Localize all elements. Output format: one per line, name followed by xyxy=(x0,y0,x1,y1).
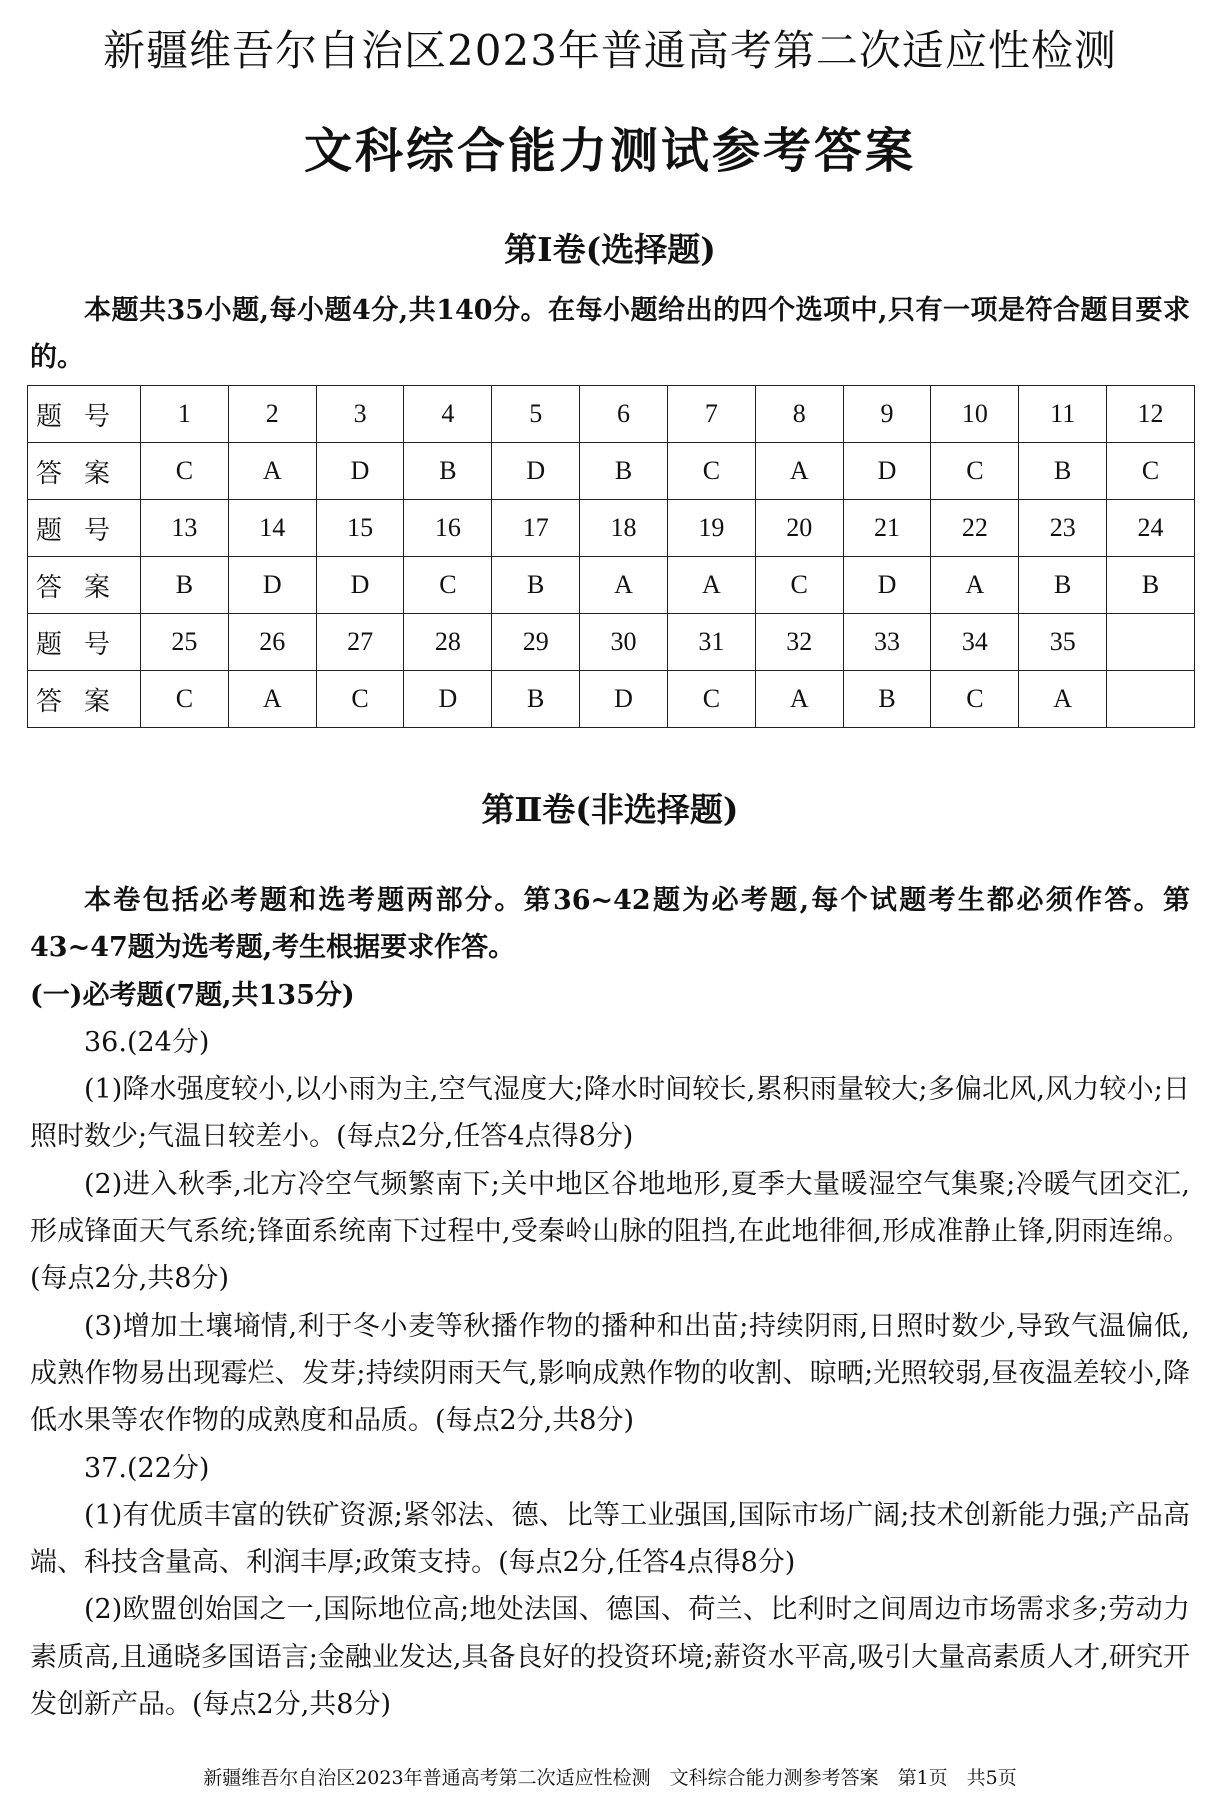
question-number-cell: 20 xyxy=(755,500,843,557)
question-number-cell: 32 xyxy=(755,614,843,671)
answer-cell: D xyxy=(843,557,931,614)
question-number-cell xyxy=(1107,614,1195,671)
answer-cell: B xyxy=(843,671,931,728)
answer-cell: B xyxy=(492,671,580,728)
question-number-cell: 10 xyxy=(931,386,1019,443)
question-number-cell: 8 xyxy=(755,386,843,443)
answer-cell: C xyxy=(404,557,492,614)
answer-cell: A xyxy=(755,671,843,728)
answer-cell: B xyxy=(1019,443,1107,500)
section2-heading: 第Ⅱ卷(非选择题) xyxy=(481,790,739,829)
answer-row xyxy=(28,443,1195,500)
answer-cell: A xyxy=(580,557,668,614)
question-number-cell: 30 xyxy=(580,614,668,671)
answer-cell: A xyxy=(228,671,316,728)
question-number-cell: 12 xyxy=(1107,386,1195,443)
answer-cell: C xyxy=(1107,443,1195,500)
question-number-cell: 23 xyxy=(1019,500,1107,557)
row-label: 答案 xyxy=(28,443,141,500)
answer-cell: B xyxy=(1107,557,1195,614)
answer-cell: A xyxy=(1019,671,1107,728)
answer-cell: D xyxy=(492,443,580,500)
document-title: 新疆维吾尔自治区2023年普通高考第二次适应性检测 xyxy=(103,26,1117,75)
question-number-cell: 1 xyxy=(141,386,229,443)
q37-item: (1)有优质丰富的铁矿资源;紧邻法、德、比等工业强国,国际市场广阔;技术创新能力强;产品高端、科技含量高、利润丰厚;政策支持。(每点2分,任答4点得8分) xyxy=(30,1499,1190,1579)
question-number-row xyxy=(28,614,1195,671)
answer-cell: C xyxy=(931,443,1019,500)
page-footer: 新疆维吾尔自治区2023年普通高考第二次适应性检测 文科综合能力测参考答案 第1页 共5页 xyxy=(203,1767,1017,1789)
answer-cell: B xyxy=(404,443,492,500)
question-number-cell: 19 xyxy=(667,500,755,557)
answer-cell xyxy=(1107,671,1195,728)
q37-item: (2)欧盟创始国之一,国际地位高;地处法国、德国、荷兰、比利时之间周边市场需求多;劳动力素质高,且通晓多国语言;金融业发达,具备良好的投资环境;薪资水平高,吸引大量高素质人才,研究开发创新产品。(每点2分,共8分) xyxy=(30,1594,1190,1721)
section1-intro: 本题共35小题,每小题4分,共140分。在每小题给出的四个选项中,只有一项是符合题目要求的。 xyxy=(30,295,1190,374)
question-number-cell: 34 xyxy=(931,614,1019,671)
question-number-cell: 28 xyxy=(404,614,492,671)
question-number-cell: 33 xyxy=(843,614,931,671)
answer-cell: C xyxy=(755,557,843,614)
q36-item: (2)进入秋季,北方冷空气频繁南下;关中地区谷地地形,夏季大量暖湿空气集聚;冷暖气团交汇,形成锋面天气系统;锋面系统南下过程中,受秦岭山脉的阻挡,在此地徘徊,形成准静止锋,阴雨连绵。(每点2分,共8分) xyxy=(30,1168,1190,1295)
answer-row xyxy=(28,557,1195,614)
question-number-cell: 16 xyxy=(404,500,492,557)
answer-cell: B xyxy=(141,557,229,614)
row-label: 题号 xyxy=(28,500,141,557)
question-number-cell: 25 xyxy=(141,614,229,671)
answer-cell: B xyxy=(1019,557,1107,614)
row-label: 题号 xyxy=(28,386,141,443)
answer-cell: A xyxy=(228,443,316,500)
answer-cell: D xyxy=(580,671,668,728)
question-number-cell: 35 xyxy=(1019,614,1107,671)
question-number-cell: 24 xyxy=(1107,500,1195,557)
question-number-cell: 22 xyxy=(931,500,1019,557)
question-number-cell: 13 xyxy=(141,500,229,557)
row-label: 答案 xyxy=(28,557,141,614)
answer-cell: C xyxy=(141,671,229,728)
question-number-row xyxy=(28,500,1195,557)
row-label: 题号 xyxy=(28,614,141,671)
document-subtitle: 文科综合能力测试参考答案 xyxy=(303,123,916,179)
row-label: 答案 xyxy=(28,671,141,728)
q36-item: (1)降水强度较小,以小雨为主,空气湿度大;降水时间较长,累积雨量较大;多偏北风,风力较小;日照时数少;气温日较差小。(每点2分,任答4点得8分) xyxy=(30,1074,1190,1153)
section1-heading: 第Ⅰ卷(选择题) xyxy=(504,230,716,269)
question-number-cell: 15 xyxy=(316,500,404,557)
section2-intro: 本卷包括必考题和选考题两部分。第36~42题为必考题,每个试题考生都必须作答。第43~47题为选考题,考生根据要求作答。 xyxy=(30,885,1190,964)
question-number-cell: 17 xyxy=(492,500,580,557)
answer-cell: C xyxy=(667,443,755,500)
question-number-cell: 14 xyxy=(228,500,316,557)
question-number-row xyxy=(28,386,1195,443)
answer-cell: A xyxy=(755,443,843,500)
question-number-cell: 11 xyxy=(1019,386,1107,443)
q37-title: 37.(22分) xyxy=(84,1452,210,1484)
question-number-cell: 26 xyxy=(228,614,316,671)
answer-cell: C xyxy=(316,671,404,728)
section2-body xyxy=(30,877,1190,1728)
question-number-cell: 21 xyxy=(843,500,931,557)
part1-heading: (一)必考题(7题,共135分) xyxy=(30,979,355,1011)
question-number-cell: 7 xyxy=(667,386,755,443)
question-number-cell: 2 xyxy=(228,386,316,443)
answer-cell: A xyxy=(931,557,1019,614)
answer-cell: C xyxy=(667,671,755,728)
answer-cell: D xyxy=(404,671,492,728)
answer-row xyxy=(28,671,1195,728)
question-number-cell: 3 xyxy=(316,386,404,443)
question-number-cell: 9 xyxy=(843,386,931,443)
answer-cell: D xyxy=(228,557,316,614)
question-number-cell: 18 xyxy=(580,500,668,557)
answer-cell: B xyxy=(580,443,668,500)
answer-cell: D xyxy=(843,443,931,500)
answer-cell: B xyxy=(492,557,580,614)
question-number-cell: 4 xyxy=(404,386,492,443)
question-number-cell: 5 xyxy=(492,386,580,443)
answer-cell: D xyxy=(316,443,404,500)
q36-title: 36.(24分) xyxy=(84,1026,210,1058)
answer-cell: A xyxy=(667,557,755,614)
question-number-cell: 29 xyxy=(492,614,580,671)
question-number-cell: 6 xyxy=(580,386,668,443)
answer-cell: C xyxy=(931,671,1019,728)
question-number-cell: 31 xyxy=(667,614,755,671)
answer-table xyxy=(27,385,1195,728)
question-number-cell: 27 xyxy=(316,614,404,671)
answer-cell: D xyxy=(316,557,404,614)
q36-item: (3)增加土壤墒情,利于冬小麦等秋播作物的播种和出苗;持续阴雨,日照时数少,导致气温偏低,成熟作物易出现霉烂、发芽;持续阴雨天气,影响成熟作物的收割、晾晒;光照较弱,昼夜温差较小,降低水果等农作物的成熟度和品质。(每点2分,共8分) xyxy=(30,1310,1190,1437)
answer-cell: C xyxy=(141,443,229,500)
